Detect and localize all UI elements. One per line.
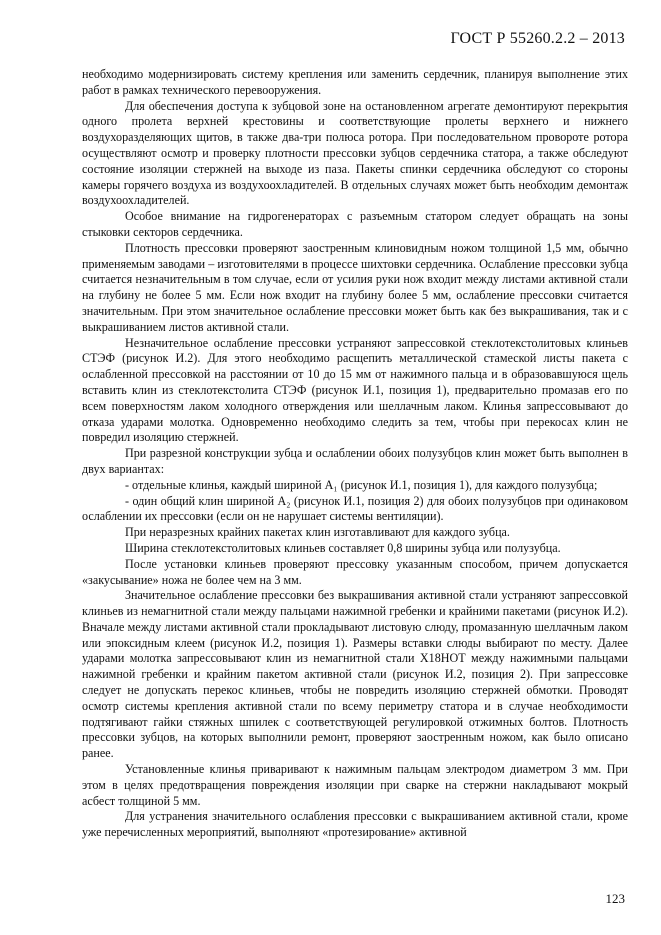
paragraph: При разрезной конструкции зубца и ослаблении обоих полузубцов клин может быть выполнен в двух вариантах: [82,446,628,476]
list-item: - один общий клин шириной А₂ (рисунок И.1, позиция 2) для обоих полузубцов при одинаковом ослаблении их прессовки (если он не нарушает системы вентиляции). [82,493,628,524]
paragraph: Для устранения значительного ослабления прессовки с выкрашиванием активной стали, кроме уже перечисленных мероприятий, выполняют «протезирование» активной [82,809,628,840]
paragraph: При неразрезных крайних пакетах клин изготавливают для каждого зубца. [125,525,510,540]
paragraph: Особое внимание на гидрогенераторах с разъемным статором следует обращать на зоны стыковки секторов сердечника. [82,209,628,239]
list-item: - отдельные клинья, каждый шириной А₁ (рисунок И.1, позиция 1), для каждого полузубца; [125,477,598,492]
paragraph: Установленные клинья приваривают к нажимным пальцам электродом диаметром 3 мм. При этом в целях предотвращения повреждения изоляции при сварке на стержни накладывают мокрый асбест толщиной 5 мм. [82,762,628,808]
paragraph: Ширина стеклотекстолитовых клиньев составляет 0,8 ширины зубца или полузубца. [125,540,561,555]
paragraph: Незначительное ослабление прессовки устраняют запрессовкой стеклотекстолитовых клиньев СТЭФ (рисунок И.2). Для этого необходимо расщепить металлической стамеской листы пакета с ослабленной прессовкой на расстоянии от 10 до 15 мм от нажимного пальца и в образовавшуюся щель вставить клин из стеклотекстолита СТЭФ (рисунок И.1, позиция 1), предварительно промазав его по всем поверхностям лаком холодного отверждения или шеллачным лаком. Клинья запрессовывают до отказа ударами молотка. Одновременно необходимо следить за тем, чтобы при перекосах клин не повредил изоляцию стержней. [82,335,628,445]
paragraph: Для обеспечения доступа к зубцовой зоне на остановленном агрегате демонтируют перекрытия одного пролета верхней крестовины и соответствующие пролеты верхнего и нижнего воздухоразделяющих щитов, в также два-три полюса ротора. При последовательном провороте ротора осуществляют осмотр и проверку плотности прессовки зубцов сердечника статора, а также обследуют состояние изоляции стержней на выходе из паза. Пакеты спинки сердечника обследуют со стороны камеры горячего воздуха из воздухоохладителей. В отдельных случаях может быть необходим демонтаж воздухоохладителей. [82,98,628,208]
document-header: ГОСТ Р 55260.2.2 – 2013 [450,30,625,47]
paragraph: После установки клиньев проверяют прессовку указанным способом, причем допускается «закусывание» ножа не более чем на 3 мм. [82,556,628,587]
paragraph: Значительное ослабление прессовки без выкрашивания активной стали устраняют запрессовкой клиньев из немагнитной стали между пальцами нажимной гребенки и крайними пакетами (рисунок И.2). Вначале между листами активной стали прокладывают листовую слюду, промазанную шеллачным лаком или эпоксидным клеем (рисунок И.2, позиция 1). Размеры вставки слюды выбирают по месту. Далее ударами молотка запрессовывают клин из немагнитной стали Х18НОТ между нажимными пальцами нажимной гребенки и крайним пакетом активной стали (рисунок И.2, позиция 2). При запрессовке следует не допускать перекос клиньев, чтобы не повредить изоляцию стержней обмотки. Проводят осмотр системы крепления активной стали по всему периметру статора и в случае необходимости подтягивают гайки стяжных шпилек с соответствующей регулировкой отжимных болтов. Плотность прессовки зубцов, на которых выполнили ремонт, проверяют заостренным ножом, как было описано ранее. [82,588,628,761]
page-number: 123 [605,891,625,906]
paragraph: необходимо модернизировать систему крепления или заменить сердечник, планируя выполнение этих работ в рамках технического перевооружения. [82,67,628,97]
body-text [82,67,628,841]
paragraph: Плотность прессовки проверяют заостренным клиновидным ножом толщиной 1,5 мм, обычно применяемым заводами – изготовителями в процессе шихтовки сердечника. Ослабление прессовки зубца считается незначительным в том случае, если от усилия руки нож входит между листами активной стали на глубину не более 5 мм. Если нож входит на глубину более 5 мм, ослабление прессовки считается значительным. При этом значительное ослабление прессовки может быть как без выкрашивания, так и с выкрашиванием листов активной стали. [82,240,628,334]
